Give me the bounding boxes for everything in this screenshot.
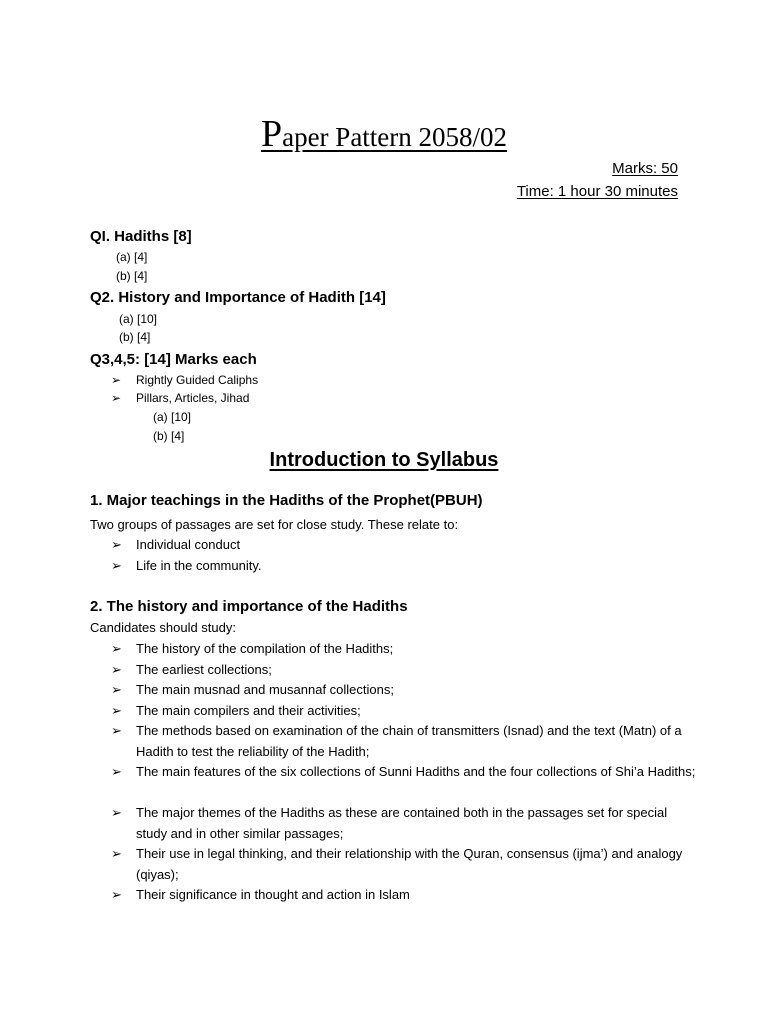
time-line: Time: 1 hour 30 minutes	[516, 183, 678, 200]
arrow-bullet-icon: ➢	[111, 558, 122, 573]
section2-intro: Candidates should study:	[90, 620, 236, 635]
q2-part-b: (b) [4]	[119, 330, 151, 344]
q345-part-b: (b) [4]	[153, 429, 185, 443]
section1-intro: Two groups of passages are set for close study. These relate to:	[90, 517, 459, 532]
page-title	[0, 112, 768, 156]
list-item-text: The earliest collections;	[136, 662, 272, 677]
section1-heading: 1. Major teachings in the Hadiths of the Prophet(PBUH)	[90, 492, 483, 509]
q2-heading: Q2. History and Importance of Hadith [14]	[90, 289, 386, 306]
arrow-bullet-icon: ➢	[111, 805, 122, 820]
q1-heading: QI. Hadiths [8]	[90, 228, 192, 245]
q345-part-a: (a) [10]	[153, 410, 192, 424]
list-item-text: The main compilers and their activities;	[136, 703, 361, 718]
list-item-text: The main features of the six collections of Sunni Hadiths and the four collections of Shi’a Hadiths;	[136, 764, 696, 779]
q1-part-a: (a) [4]	[116, 250, 148, 264]
arrow-bullet-icon: ➢	[111, 537, 122, 552]
section2-heading: 2. The history and importance of the Hadiths	[90, 598, 408, 615]
arrow-bullet-icon: ➢	[111, 846, 122, 861]
q345-heading: Q3,4,5: [14] Marks each	[90, 351, 257, 368]
title-rest: aper Pattern 2058/02	[282, 122, 508, 152]
arrow-bullet-icon: ➢	[111, 391, 122, 405]
arrow-bullet-icon: ➢	[111, 373, 122, 387]
syllabus-title: Introduction to Syllabus	[269, 449, 499, 471]
arrow-bullet-icon: ➢	[111, 703, 122, 718]
list-item-text: Their use in legal thinking, and their relationship with the Quran, consensus (ijma’) and analogy (qiyas);	[136, 846, 683, 882]
arrow-bullet-icon: ➢	[111, 641, 122, 656]
list-item-text: The major themes of the Hadiths as these are contained both in the passages set for special study and in other similar passages;	[136, 805, 668, 841]
list-item-text: The methods based on examination of the chain of transmitters (Isnad) and the text (Matn) of a Hadith to test the reliability of the Hadith;	[136, 723, 682, 759]
arrow-bullet-icon: ➢	[111, 682, 122, 697]
q2-part-a: (a) [10]	[119, 312, 158, 326]
list-item-text: The main musnad and musannaf collections;	[136, 682, 394, 697]
list-item-text: Rightly Guided Caliphs	[136, 373, 259, 387]
marks-line: Marks: 50	[612, 160, 678, 177]
list-item-text: Their significance in thought and action in Islam	[136, 887, 410, 902]
list-item-text: Pillars, Articles, Jihad	[136, 391, 250, 405]
arrow-bullet-icon: ➢	[111, 723, 122, 738]
arrow-bullet-icon: ➢	[111, 887, 122, 902]
q1-part-b: (b) [4]	[116, 269, 148, 283]
arrow-bullet-icon: ➢	[111, 662, 122, 677]
list-item-text: Individual conduct	[136, 537, 241, 552]
arrow-bullet-icon: ➢	[111, 764, 122, 779]
list-item-text: Life in the community.	[136, 558, 262, 573]
title-initial: P	[260, 113, 283, 155]
list-item-text: The history of the compilation of the Hadiths;	[136, 641, 394, 656]
